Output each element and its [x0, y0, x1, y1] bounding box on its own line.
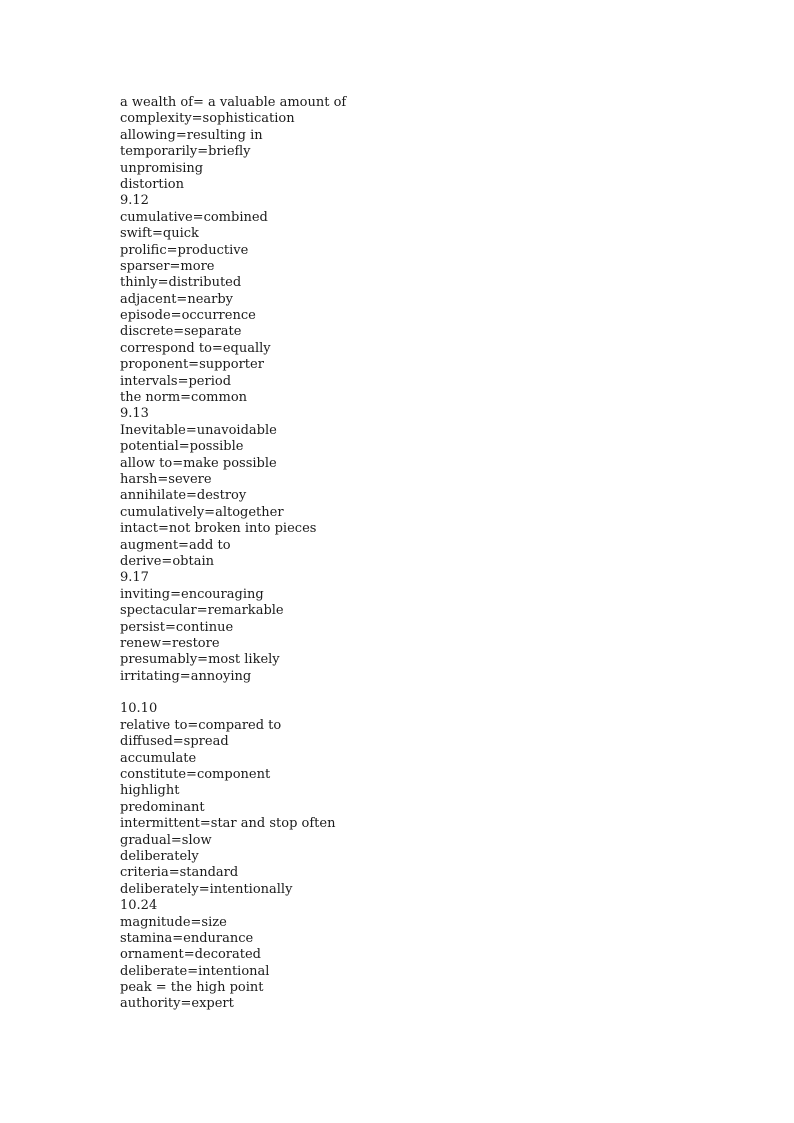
vocabulary-entry: sparser=more [120, 258, 215, 274]
vocabulary-entry: relative to=compared to [120, 717, 282, 733]
vocabulary-entry: authority=expert [120, 996, 234, 1012]
vocabulary-entry: augment=add to [120, 537, 231, 553]
date-heading: 9.17 [120, 570, 149, 586]
vocabulary-entry: deliberate=intentional [120, 963, 270, 979]
vocabulary-entry: potential=possible [120, 439, 244, 455]
vocabulary-entry: highlight [120, 783, 180, 799]
vocabulary-entry: spectacular=remarkable [120, 603, 284, 619]
vocabulary-list [120, 95, 680, 1013]
vocabulary-entry: intervals=period [120, 373, 232, 389]
vocabulary-entry: irritating=annoying [120, 668, 252, 684]
vocabulary-entry: persist=continue [120, 619, 234, 635]
vocabulary-entry: magnitude=size [120, 914, 227, 930]
vocabulary-entry: allow to=make possible [120, 455, 277, 471]
vocabulary-entry: temporarily=briefly [120, 144, 251, 160]
vocabulary-entry: intact=not broken into pieces [120, 521, 317, 537]
vocabulary-entry: annihilate=destroy [120, 488, 247, 504]
vocabulary-entry: adjacent=nearby [120, 291, 234, 307]
vocabulary-entry: unpromising [120, 160, 204, 176]
date-heading: 10.10 [120, 701, 158, 717]
vocabulary-entry: thinly=distributed [120, 275, 242, 291]
vocabulary-entry: diffused=spread [120, 734, 229, 750]
vocabulary-entry: renew=restore [120, 635, 220, 651]
vocabulary-entry: predominant [120, 799, 205, 815]
vocabulary-entry: harsh=severe [120, 471, 212, 487]
vocabulary-entry: presumably=most likely [120, 652, 280, 668]
vocabulary-entry: stamina=endurance [120, 930, 254, 946]
vocabulary-entry: swift=quick [120, 226, 199, 242]
vocabulary-entry: cumulatively=altogether [120, 504, 284, 520]
vocabulary-entry: distortion [120, 176, 184, 192]
vocabulary-entry: prolific=productive [120, 242, 249, 258]
vocabulary-entry: correspond to=equally [120, 340, 271, 356]
vocabulary-entry: derive=obtain [120, 553, 214, 569]
vocabulary-entry: criteria=standard [120, 865, 239, 881]
vocabulary-entry: the norm=common [120, 390, 248, 406]
vocabulary-entry: inviting=encouraging [120, 586, 264, 602]
date-heading: 9.13 [120, 406, 149, 422]
vocabulary-entry: proponent=supporter [120, 357, 264, 373]
vocabulary-entry: allowing=resulting in [120, 127, 263, 143]
vocabulary-entry: gradual=slow [120, 832, 212, 848]
vocabulary-entry: deliberately=intentionally [120, 881, 293, 897]
vocabulary-entry: ornament=decorated [120, 947, 262, 963]
vocabulary-entry: accumulate [120, 750, 197, 766]
blank-line [120, 685, 680, 701]
vocabulary-entry: episode=occurrence [120, 308, 256, 324]
vocabulary-entry: cumulative=combined [120, 209, 268, 225]
vocabulary-entry: Inevitable=unavoidable [120, 422, 277, 438]
vocabulary-entry: peak = the high point [120, 980, 264, 996]
vocabulary-entry: complexity=sophistication [120, 111, 295, 127]
vocabulary-entry: intermittent=star and stop often [120, 816, 336, 832]
vocabulary-entry: a wealth of= a valuable amount of [120, 95, 347, 110]
date-heading: 10.24 [120, 898, 158, 914]
date-heading: 9.12 [120, 193, 149, 209]
vocabulary-entry: discrete=separate [120, 324, 242, 340]
vocabulary-entry: deliberately [120, 848, 199, 864]
vocabulary-entry: constitute=component [120, 767, 271, 783]
